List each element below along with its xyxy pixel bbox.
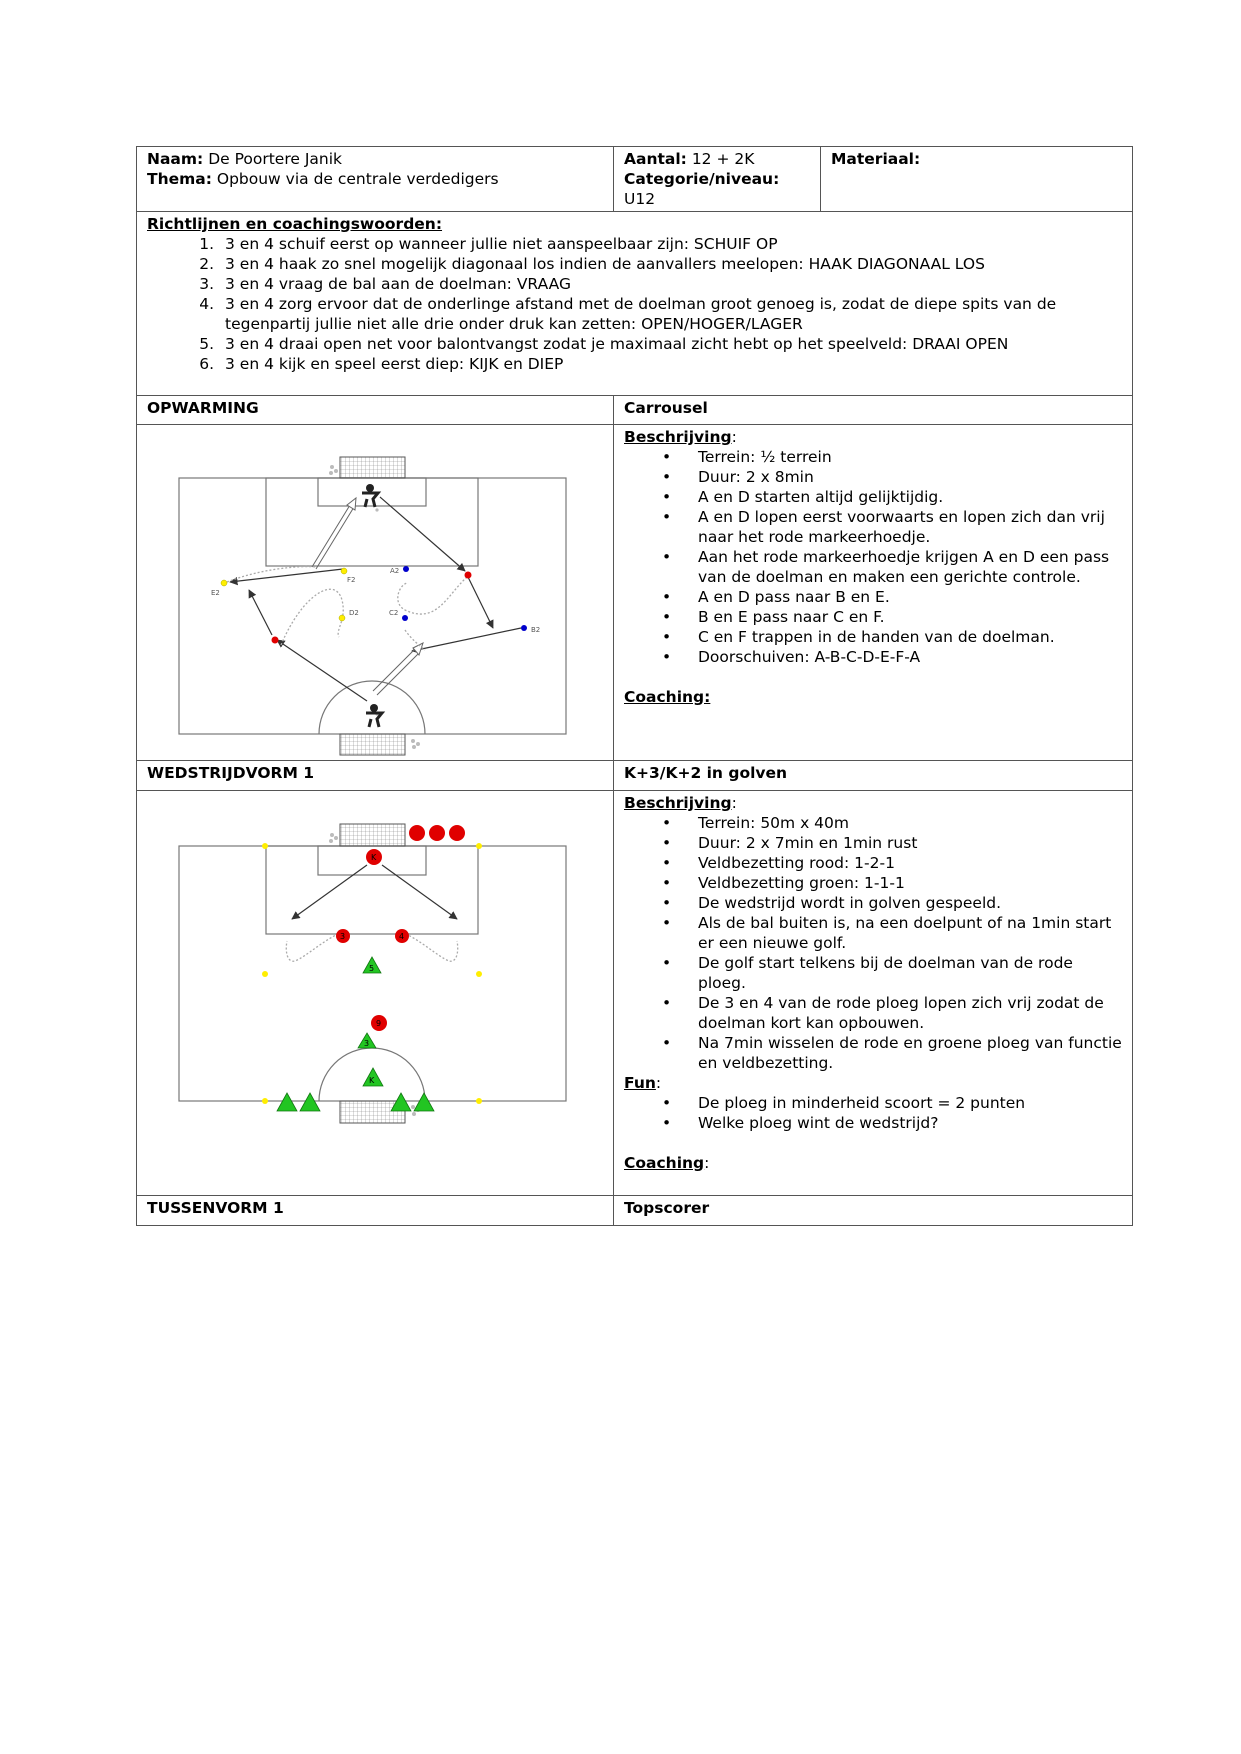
description-item: • De golf start telkens bij de doelman van de rode ploeg. xyxy=(698,953,1122,993)
header-naam-cell xyxy=(137,147,614,212)
guidelines-cell xyxy=(137,212,1133,396)
description-item: • Na 7min wisselen de rode en groene ploeg van functie en veldbezetting. xyxy=(698,1033,1122,1073)
label-b2: B2 xyxy=(531,626,541,634)
match-description-list xyxy=(624,813,1122,1073)
guideline-item: 3. 3 en 4 vraag de bal aan de doelman: VRAAG xyxy=(219,274,1122,294)
description-item: • Veldbezetting groen: 1-1-1 xyxy=(698,873,1122,893)
description-item: • C en F trappen in de handen van de doelman. xyxy=(698,627,1122,647)
warmup-field-diagram xyxy=(137,425,613,760)
label-f2: F2 xyxy=(347,576,356,584)
description-item: • Veldbezetting rood: 1-2-1 xyxy=(698,853,1122,873)
aantal-label: Aantal: xyxy=(624,150,687,168)
materiaal-label: Materiaal: xyxy=(831,150,921,168)
red-marker xyxy=(272,637,279,644)
match-description-cell: Beschrijving: • Terrein: 50m x 40m • Duur: 2 x 7min en 1min rust • Veldbezetting rood: 1-2-1 • Veldbezetting groen: 1-1-1 • De wedstrijd wordt in golven gespeeld. • Als de bal buiten is, na een doelpunt of na 1min start er een nieuwe golf. • De golf start telkens bij de doelman van de rode ploeg. • De 3 en 4 van de rode ploeg lopen zich vrij zodat de doelman kort kan opbouwen. • Na 7min wisselen de rode en groene ploeg van functie en veldbezetting. Fun: • De ploeg in minderheid scoort = 2 punten • Welke ploeg wint de wedstrijd? Coaching: xyxy=(614,791,1133,1196)
description-item: • A en D starten altijd gelijktijdig. xyxy=(698,487,1122,507)
match-coaching-label: Coaching xyxy=(624,1154,705,1172)
guidelines-list xyxy=(147,234,1122,374)
header-aantal-cell xyxy=(614,147,821,212)
goalkeeper-top xyxy=(362,484,378,507)
warmup-section-title: OPWARMING xyxy=(137,396,614,425)
bottom-goal xyxy=(340,734,405,755)
categorie-value: U12 xyxy=(624,190,656,208)
match-fun-list xyxy=(624,1093,1122,1133)
warmup-beschrijving-label: Beschrijving xyxy=(624,428,732,446)
tussen-section-title: TUSSENVORM 1 xyxy=(137,1196,614,1226)
red-player-4 xyxy=(395,929,409,943)
description-item: • Doorschuiven: A-B-C-D-E-F-A xyxy=(698,647,1122,667)
description-item: • Terrein: ½ terrein xyxy=(698,447,1122,467)
description-item: • Aan het rode markeerhoedje krijgen A en D een pass van de doelman en maken een gerichte controle. xyxy=(698,547,1122,587)
header-materiaal-cell xyxy=(821,147,1133,212)
match-section-title: WEDSTRIJDVORM 1 xyxy=(137,761,614,791)
red-marker xyxy=(465,572,472,579)
top-goal xyxy=(340,457,405,478)
fun-item: • Welke ploeg wint de wedstrijd? xyxy=(698,1113,1122,1133)
field-outline xyxy=(179,478,566,734)
description-item: • Terrein: 50m x 40m xyxy=(698,813,1122,833)
warmup-description-cell: Beschrijving: • Terrein: ½ terrein • Duur: 2 x 8min • A en D starten altijd gelijktijdig. • A en D lopen eerst voorwaarts en lopen zich dan vrij naar het rode markeerhoedje. • Aan het rode markeerhoedje krijgen A en D een pass van de doelman en maken een gerichte controle. • A en D pass naar B en E. • B en E pass naar C en F. • C en F trappen in de handen van de doelman. • Doorschuiven: A-B-C-D-E-F-A Coaching: xyxy=(614,425,1133,761)
aantal-value: 12 + 2K xyxy=(691,150,755,168)
label-a2: A2 xyxy=(390,567,400,575)
description-item: • De wedstrijd wordt in golven gespeeld. xyxy=(698,893,1122,913)
naam-value: De Poortere Janik xyxy=(208,150,343,168)
label-d2: D2 xyxy=(349,609,359,617)
guideline-item: 2. 3 en 4 haak zo snel mogelijk diagonaal los indien de aanvallers meelopen: HAAK DIAGONAAL LOS xyxy=(219,254,1122,274)
guideline-item: 6. 3 en 4 kijk en speel eerst diep: KIJK en DIEP xyxy=(219,354,1122,374)
player-a2 xyxy=(403,566,409,572)
goalkeeper-bottom xyxy=(366,704,382,727)
player-f2 xyxy=(341,568,347,574)
red-substitutes xyxy=(409,825,465,841)
thema-label: Thema: xyxy=(147,170,212,188)
green-player-5 xyxy=(363,957,381,973)
red-player-9 xyxy=(371,1015,387,1031)
warmup-diagram-cell xyxy=(137,425,614,761)
player-c2 xyxy=(402,615,408,621)
warmup-coaching-label: Coaching: xyxy=(624,688,711,706)
description-item: • De 3 en 4 van de rode ploeg lopen zich vrij zodat de doelman kort kan opbouwen. xyxy=(698,993,1122,1033)
label-e2: E2 xyxy=(211,589,220,597)
player-b2 xyxy=(521,625,527,631)
description-item: • B en E pass naar C en F. xyxy=(698,607,1122,627)
description-item: • Als de bal buiten is, na een doelpunt of na 1min start er een nieuwe golf. xyxy=(698,913,1122,953)
description-item: • Duur: 2 x 8min xyxy=(698,467,1122,487)
match-field-diagram xyxy=(137,791,613,1195)
fun-item: • De ploeg in minderheid scoort = 2 punten xyxy=(698,1093,1122,1113)
training-sheet xyxy=(136,146,1132,1226)
description-item: • A en D pass naar B en E. xyxy=(698,587,1122,607)
categorie-label: Categorie/niveau: xyxy=(624,170,780,188)
pass-arrows xyxy=(230,497,521,701)
description-item: • Duur: 2 x 7min en 1min rust xyxy=(698,833,1122,853)
red-player-4-label: 4 xyxy=(399,932,405,941)
thema-value: Opbouw via de centrale verdedigers xyxy=(216,170,499,188)
green-player-3-label: 3 xyxy=(364,1039,370,1048)
green-keeper xyxy=(363,1068,383,1086)
pass-arrows xyxy=(292,865,457,919)
match-diagram-cell xyxy=(137,791,614,1196)
green-player-3 xyxy=(358,1033,376,1048)
red-player-3 xyxy=(336,929,350,943)
player-e2 xyxy=(221,580,227,586)
red-keeper xyxy=(366,849,382,865)
warmup-description-list xyxy=(624,447,1122,667)
guideline-item: 4. 3 en 4 zorg ervoor dat de onderlinge afstand met de doelman groot genoeg is, zodat de diepe spits van de tegenpartij jullie niet alle drie onder druk kan zetten: OPEN/HOGER/LAGER xyxy=(219,294,1122,334)
yellow-cones xyxy=(262,843,482,1104)
field-outline xyxy=(179,846,566,1101)
player-d2 xyxy=(339,615,345,621)
match-exercise-name: K+3/K+2 in golven xyxy=(614,761,1133,791)
match-fun-label: Fun xyxy=(624,1074,656,1092)
match-beschrijving-label: Beschrijving xyxy=(624,794,732,812)
tussen-exercise-name: Topscorer xyxy=(614,1196,1133,1226)
red-keeper-label: K xyxy=(371,853,377,862)
label-c2: C2 xyxy=(389,609,399,617)
green-keeper-label: K xyxy=(369,1076,375,1085)
shot-arrows xyxy=(312,498,423,695)
description-item: • A en D lopen eerst voorwaarts en lopen zich dan vrij naar het rode markeerhoedje. xyxy=(698,507,1122,547)
guideline-item: 5. 3 en 4 draai open net voor balontvangst zodat je maximaal zicht hebt op het speelveld: DRAAI OPEN xyxy=(219,334,1122,354)
red-player-3-label: 3 xyxy=(340,932,346,941)
top-goal xyxy=(340,824,405,846)
training-table xyxy=(136,146,1133,1226)
guideline-item: 1. 3 en 4 schuif eerst op wanneer jullie niet aanspeelbaar zijn: SCHUIF OP xyxy=(219,234,1122,254)
green-player-5-label: 5 xyxy=(369,964,375,973)
naam-label: Naam: xyxy=(147,150,204,168)
red-player-9-label: 9 xyxy=(376,1019,382,1028)
warmup-exercise-name: Carrousel xyxy=(614,396,1133,425)
guidelines-title: Richtlijnen en coachingswoorden: xyxy=(147,215,443,233)
